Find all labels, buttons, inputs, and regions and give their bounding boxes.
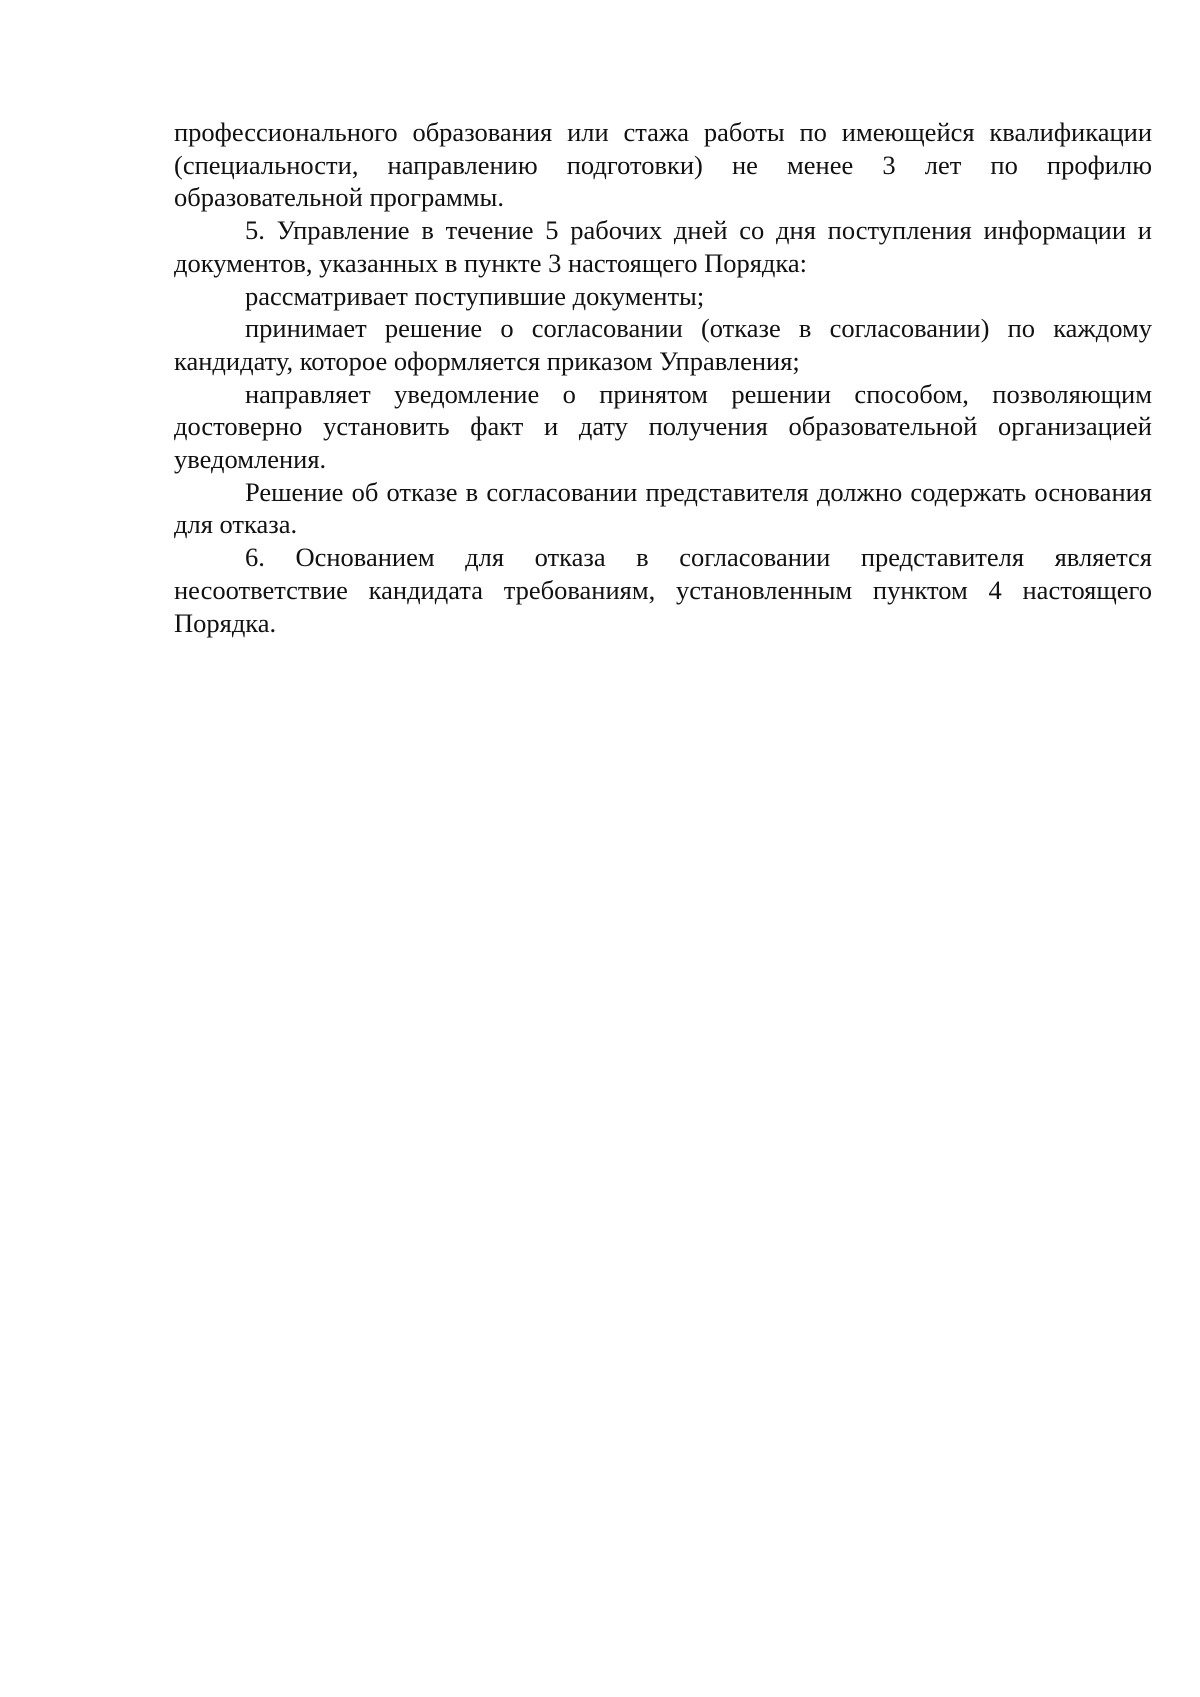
paragraph-refusal-grounds: Решение об отказе в согласовании представителя должно содержать основания для отказа.	[174, 476, 1152, 540]
paragraph-continuation: профессионального образования или стажа работы по имеющейся квалификации (специальности, направлению подготовки) не менее 3 лет по профилю образовательной программы.	[174, 117, 1152, 213]
paragraph-item-5: 5. Управление в течение 5 рабочих дней со дня поступления информации и документов, указанных в пункте 3 настоящего Порядка:	[174, 215, 1152, 278]
paragraph-item-5-review: рассматривает поступившие документы;	[245, 280, 705, 311]
document-body	[174, 116, 1152, 639]
paragraph-item-5-notification: направляет уведомление о принятом решении способом, позволяющим достоверно установить факт и дату получения образовательной организацией уведомления.	[174, 378, 1152, 475]
paragraph-item-6: 6. Основанием для отказа в согласовании представителя является несоответствие кандидата требованиям, установленным пунктом 4 настоящего Порядка.	[174, 542, 1152, 638]
paragraph-item-5-decision: принимает решение о согласовании (отказе в согласовании) по каждому кандидату, которое оформляется приказом Управления;	[174, 313, 1152, 376]
